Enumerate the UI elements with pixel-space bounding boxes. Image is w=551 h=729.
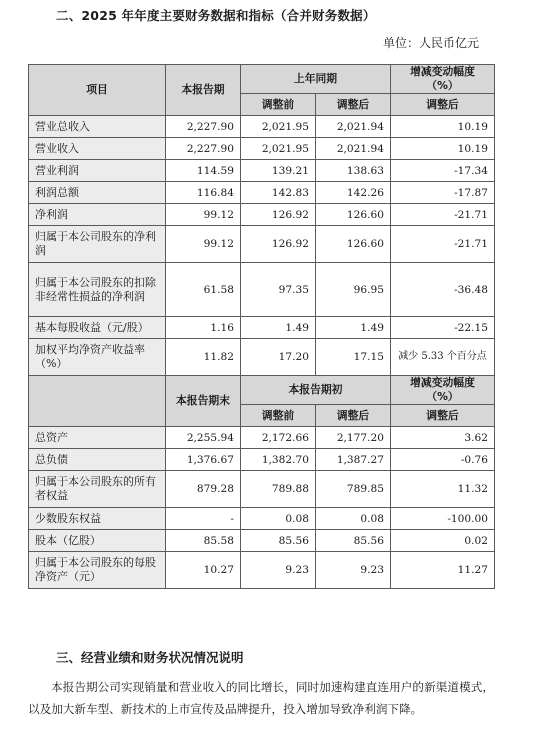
cell-value-3: 142.26 xyxy=(316,182,391,204)
cell-value-2: 2,021.95 xyxy=(241,138,316,160)
cell-change: -21.71 xyxy=(391,226,495,263)
cell-value-2: 85.56 xyxy=(241,530,316,552)
table-row xyxy=(29,160,495,182)
table-row xyxy=(29,317,495,339)
row-label: 基本每股收益（元/股） xyxy=(29,317,166,339)
cell-value-1: 116.84 xyxy=(166,182,241,204)
row-label: 营业收入 xyxy=(29,138,166,160)
cell-value-3: 126.60 xyxy=(316,204,391,226)
cell-value-1: 11.82 xyxy=(166,339,241,376)
cell-value-1: 99.12 xyxy=(166,226,241,263)
cell-value-3: 0.08 xyxy=(316,508,391,530)
cell-value-3: 96.95 xyxy=(316,263,391,317)
financial-table xyxy=(28,64,495,589)
header2-after: 调整后 xyxy=(316,405,391,427)
cell-value-3: 2,021.94 xyxy=(316,116,391,138)
header2-before: 调整前 xyxy=(241,405,316,427)
unit-label: 单位：人民币亿元 xyxy=(382,36,479,50)
cell-value-3: 1,387.27 xyxy=(316,449,391,471)
cell-change: 0.02 xyxy=(391,530,495,552)
header-before: 调整前 xyxy=(241,94,316,116)
row-label: 利润总额 xyxy=(29,182,166,204)
cell-value-2: 2,021.95 xyxy=(241,116,316,138)
cell-value-3: 17.15 xyxy=(316,339,391,376)
cell-change: 10.19 xyxy=(391,116,495,138)
header-prior: 上年同期 xyxy=(241,65,391,94)
cell-value-1: 1,376.67 xyxy=(166,449,241,471)
cell-value-3: 789.85 xyxy=(316,471,391,508)
cell-value-3: 9.23 xyxy=(316,552,391,589)
cell-change: -100.00 xyxy=(391,508,495,530)
cell-value-3: 126.60 xyxy=(316,226,391,263)
row-label: 营业利润 xyxy=(29,160,166,182)
table-row xyxy=(29,138,495,160)
header2-current: 本报告期末 xyxy=(166,376,241,427)
cell-value-1: 1.16 xyxy=(166,317,241,339)
table-row xyxy=(29,263,495,317)
header-current: 本报告期 xyxy=(166,65,241,116)
header2-change: 增减变动幅度（%） xyxy=(391,376,495,405)
table-row xyxy=(29,449,495,471)
cell-value-2: 789.88 xyxy=(241,471,316,508)
table1-header-row-1 xyxy=(29,65,495,94)
header2-prior: 本报告期初 xyxy=(241,376,391,405)
table-row xyxy=(29,182,495,204)
cell-value-3: 1.49 xyxy=(316,317,391,339)
cell-value-3: 2,021.94 xyxy=(316,138,391,160)
cell-change: -17.34 xyxy=(391,160,495,182)
cell-value-1: 85.58 xyxy=(166,530,241,552)
cell-value-3: 85.56 xyxy=(316,530,391,552)
cell-change: -22.15 xyxy=(391,317,495,339)
cell-value-2: 126.92 xyxy=(241,226,316,263)
cell-change: -36.48 xyxy=(391,263,495,317)
row-label: 归属于本公司股东的扣除非经常性损益的净利润 xyxy=(29,263,166,317)
table-row xyxy=(29,530,495,552)
cell-value-3: 138.63 xyxy=(316,160,391,182)
row-label: 总资产 xyxy=(29,427,166,449)
cell-value-2: 9.23 xyxy=(241,552,316,589)
cell-change: -0.76 xyxy=(391,449,495,471)
header-change-after: 调整后 xyxy=(391,94,495,116)
cell-value-1: 114.59 xyxy=(166,160,241,182)
row-label: 归属于本公司股东的每股净资产（元） xyxy=(29,552,166,589)
row-label: 归属于本公司股东的所有者权益 xyxy=(29,471,166,508)
header2-change-after: 调整后 xyxy=(391,405,495,427)
cell-value-2: 1.49 xyxy=(241,317,316,339)
table-row xyxy=(29,471,495,508)
row-label: 总负债 xyxy=(29,449,166,471)
cell-value-1: 99.12 xyxy=(166,204,241,226)
row-label: 净利润 xyxy=(29,204,166,226)
header2-item xyxy=(29,376,166,427)
row-label: 归属于本公司股东的净利润 xyxy=(29,226,166,263)
cell-value-2: 126.92 xyxy=(241,204,316,226)
table-row xyxy=(29,204,495,226)
cell-change: 11.27 xyxy=(391,552,495,589)
cell-value-2: 97.35 xyxy=(241,263,316,317)
cell-value-1: 2,255.94 xyxy=(166,427,241,449)
row-label: 加权平均净资产收益率（%） xyxy=(29,339,166,376)
cell-change: -21.71 xyxy=(391,204,495,226)
table-row xyxy=(29,508,495,530)
table-row xyxy=(29,552,495,589)
header-change: 增减变动幅度（%） xyxy=(391,65,495,94)
table-row xyxy=(29,116,495,138)
table-row xyxy=(29,339,495,376)
section-title: 二、2025 年年度主要财务数据和指标（合并财务数据） xyxy=(56,8,376,23)
header-after: 调整后 xyxy=(316,94,391,116)
cell-change: -17.87 xyxy=(391,182,495,204)
cell-change: 11.32 xyxy=(391,471,495,508)
cell-value-3: 2,177.20 xyxy=(316,427,391,449)
cell-value-2: 0.08 xyxy=(241,508,316,530)
table2-header-row-1 xyxy=(29,376,495,405)
cell-value-1: 10.27 xyxy=(166,552,241,589)
cell-value-1: 61.58 xyxy=(166,263,241,317)
cell-value-2: 1,382.70 xyxy=(241,449,316,471)
section3-title: 三、经营业绩和财务状况情况说明 xyxy=(56,650,244,665)
row-label: 营业总收入 xyxy=(29,116,166,138)
cell-value-2: 142.83 xyxy=(241,182,316,204)
cell-value-2: 17.20 xyxy=(241,339,316,376)
table-row xyxy=(29,226,495,263)
section3-paragraph: 本报告期公司实现销量和营业收入的同比增长，同时加速构建直连用户的新渠道模式，以及加大新车型、新技术的上市宣传及品牌提升，投入增加导致净利润下降。 xyxy=(28,680,494,716)
table-row xyxy=(29,427,495,449)
cell-change: 10.19 xyxy=(391,138,495,160)
cell-value-1: 879.28 xyxy=(166,471,241,508)
cell-value-2: 2,172.66 xyxy=(241,427,316,449)
cell-value-2: 139.21 xyxy=(241,160,316,182)
cell-change: 3.62 xyxy=(391,427,495,449)
cell-value-1: 2,227.90 xyxy=(166,138,241,160)
header-item: 项目 xyxy=(29,65,166,116)
cell-value-1: 2,227.90 xyxy=(166,116,241,138)
row-label: 股本（亿股） xyxy=(29,530,166,552)
cell-change: 减少 5.33 个百分点 xyxy=(391,339,495,376)
cell-value-1: - xyxy=(166,508,241,530)
row-label: 少数股东权益 xyxy=(29,508,166,530)
